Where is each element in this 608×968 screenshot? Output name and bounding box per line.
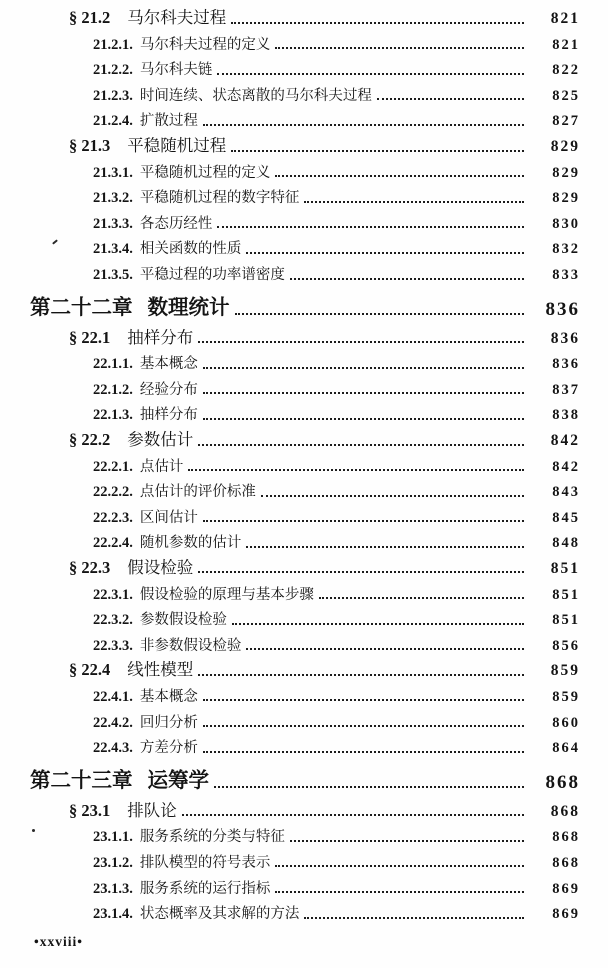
entry-title: 抽样分布 bbox=[127, 327, 194, 347]
entry-title: 平稳随机过程的数字特征 bbox=[139, 190, 300, 207]
entry-title: 回归分析 bbox=[139, 714, 198, 731]
entry-title: 排队模型的符号表示 bbox=[139, 854, 271, 871]
entry-page-number: 836 bbox=[550, 329, 580, 347]
entry-number: 21.3.2. bbox=[93, 190, 133, 207]
toc-entry bbox=[0, 401, 580, 427]
entry-number: 22.4.3. bbox=[93, 740, 133, 757]
entry-page-number: 848 bbox=[552, 535, 580, 552]
toc-entry bbox=[0, 453, 580, 479]
entry-page-number: 868 bbox=[552, 829, 580, 846]
dot-leader bbox=[275, 175, 524, 177]
dot-leader bbox=[203, 124, 524, 126]
entry-number: 21.3.3. bbox=[93, 215, 133, 232]
toc-entry bbox=[0, 900, 580, 926]
dot-leader bbox=[261, 495, 524, 497]
toc-entry bbox=[0, 210, 580, 236]
entry-number: 21.3.5. bbox=[93, 267, 133, 284]
entry-page-number: 830 bbox=[552, 215, 580, 232]
entry-page-number: 836 bbox=[545, 298, 580, 320]
entry-number: § 21.2 bbox=[69, 8, 111, 28]
dot-leader bbox=[203, 367, 524, 369]
toc-entry bbox=[0, 133, 580, 159]
toc-entry bbox=[0, 555, 580, 581]
entry-number: 21.2.2. bbox=[93, 62, 133, 79]
toc-entry bbox=[0, 82, 580, 108]
entry-page-number: 829 bbox=[552, 190, 580, 207]
dot-leader bbox=[275, 865, 524, 867]
toc-entry bbox=[0, 657, 580, 683]
entry-number: 22.3.1. bbox=[93, 586, 133, 603]
entry-title: 线性模型 bbox=[127, 660, 194, 680]
toc-entry bbox=[0, 504, 580, 530]
toc-entry bbox=[0, 734, 580, 760]
entry-title: 点估计的评价标准 bbox=[139, 484, 256, 501]
entry-number: 22.3.2. bbox=[93, 612, 133, 629]
dot-leader bbox=[203, 751, 524, 753]
entry-page-number: 859 bbox=[550, 662, 580, 680]
entry-page-number: 837 bbox=[552, 381, 580, 398]
dot-leader bbox=[304, 917, 524, 919]
entry-number: 23.1.3. bbox=[93, 880, 133, 897]
scan-artifact bbox=[32, 829, 35, 832]
entry-number: 22.4.2. bbox=[93, 714, 133, 731]
entry-page-number: 827 bbox=[552, 113, 580, 130]
entry-title: 参数假设检验 bbox=[139, 612, 227, 629]
entry-title: 运筹学 bbox=[147, 770, 209, 793]
toc-entry bbox=[0, 31, 580, 57]
entry-number: 21.2.3. bbox=[93, 87, 133, 104]
toc-entry bbox=[0, 849, 580, 875]
toc-entry bbox=[0, 376, 580, 402]
dot-leader bbox=[217, 73, 524, 75]
toc-entry bbox=[0, 287, 580, 325]
dot-leader bbox=[231, 150, 524, 152]
entry-title: 马尔科夫链 bbox=[139, 62, 213, 79]
toc-entry bbox=[0, 261, 580, 287]
toc-entry bbox=[0, 823, 580, 849]
entry-page-number: 836 bbox=[552, 356, 580, 373]
entry-title: 马尔科夫过程 bbox=[127, 8, 227, 28]
entry-page-number: 821 bbox=[550, 10, 580, 28]
entry-page-number: 821 bbox=[552, 36, 580, 53]
dot-leader bbox=[203, 392, 524, 394]
entry-title: 状态概率及其求解的方法 bbox=[139, 906, 300, 923]
entry-number: § 21.3 bbox=[69, 136, 111, 156]
dot-leader bbox=[290, 278, 524, 280]
entry-number: 21.2.4. bbox=[93, 113, 133, 130]
entry-page-number: 842 bbox=[550, 432, 580, 449]
dot-leader bbox=[232, 623, 524, 625]
toc-entry bbox=[0, 798, 580, 824]
entry-page-number: 869 bbox=[552, 880, 580, 897]
toc-entry bbox=[0, 606, 580, 632]
entry-title: 假设检验的原理与基本步骤 bbox=[139, 586, 314, 603]
entry-title: 排队论 bbox=[127, 800, 177, 820]
dot-leader bbox=[290, 840, 524, 842]
dot-leader bbox=[319, 597, 524, 599]
entry-title: 马尔科夫过程的定义 bbox=[139, 36, 271, 53]
entry-title: 基本概念 bbox=[139, 356, 198, 373]
entry-title: 非参数假设检验 bbox=[139, 637, 242, 654]
entry-title: 数理统计 bbox=[147, 297, 230, 320]
toc-entry bbox=[0, 874, 580, 900]
toc-entry bbox=[0, 350, 580, 376]
entry-page-number: 860 bbox=[552, 714, 580, 731]
entry-page-number: 829 bbox=[550, 138, 580, 156]
entry-number: 22.2.2. bbox=[93, 484, 133, 501]
entry-number: 第二十三章 bbox=[30, 770, 133, 793]
dot-leader bbox=[182, 814, 524, 816]
toc-entry bbox=[0, 235, 580, 261]
entry-title: 点估计 bbox=[139, 458, 184, 475]
dot-leader bbox=[203, 725, 524, 727]
entry-page-number: 843 bbox=[552, 484, 580, 501]
dot-leader bbox=[198, 571, 524, 573]
entry-title: 各态历经性 bbox=[139, 215, 213, 232]
entry-number: 22.3.3. bbox=[93, 637, 133, 654]
entry-page-number: 832 bbox=[552, 241, 580, 258]
toc-entry bbox=[0, 184, 580, 210]
entry-title: 时间连续、状态离散的马尔科夫过程 bbox=[139, 87, 372, 104]
entry-title: 服务系统的分类与特征 bbox=[139, 829, 285, 846]
entry-number: § 23.1 bbox=[69, 800, 111, 820]
entry-number: 22.1.3. bbox=[93, 407, 133, 424]
toc-entry bbox=[0, 760, 580, 798]
dot-leader bbox=[275, 891, 524, 893]
entry-title: 经验分布 bbox=[139, 381, 198, 398]
entry-title: 区间估计 bbox=[139, 509, 198, 526]
dot-leader bbox=[198, 341, 524, 343]
dot-leader bbox=[198, 444, 524, 446]
entry-number: 22.2.1. bbox=[93, 458, 133, 475]
toc-entry bbox=[0, 708, 580, 734]
page-footer-number: •xxviii• bbox=[34, 934, 83, 949]
toc-entry bbox=[0, 683, 580, 709]
entry-title: 抽样分布 bbox=[139, 407, 198, 424]
dot-leader bbox=[214, 786, 524, 788]
entry-number: § 22.2 bbox=[69, 430, 111, 449]
entry-page-number: 864 bbox=[552, 740, 580, 757]
dot-leader bbox=[246, 252, 524, 254]
toc-entry bbox=[0, 580, 580, 606]
entry-title: 方差分析 bbox=[139, 740, 198, 757]
entry-page-number: 859 bbox=[552, 688, 580, 705]
entry-page-number: 838 bbox=[552, 407, 580, 424]
entry-title: 平稳随机过程 bbox=[127, 136, 227, 156]
dot-leader bbox=[377, 98, 524, 100]
toc-entry bbox=[0, 56, 580, 82]
toc-entry bbox=[0, 427, 580, 453]
dot-leader bbox=[203, 699, 524, 701]
toc-entry bbox=[0, 632, 580, 658]
entry-number: 22.1.2. bbox=[93, 381, 133, 398]
dot-leader bbox=[231, 22, 524, 24]
entry-number: 23.1.2. bbox=[93, 854, 133, 871]
entry-number: 第二十二章 bbox=[30, 297, 133, 320]
toc-entry bbox=[0, 325, 580, 351]
entry-number: 22.2.4. bbox=[93, 535, 133, 552]
entry-page-number: 833 bbox=[552, 267, 580, 284]
dot-leader bbox=[203, 520, 524, 522]
entry-page-number: 868 bbox=[545, 771, 580, 793]
entry-page-number: 868 bbox=[550, 802, 580, 820]
entry-page-number: 825 bbox=[552, 87, 580, 104]
entry-title: 服务系统的运行指标 bbox=[139, 880, 271, 897]
entry-number: 22.4.1. bbox=[93, 688, 133, 705]
entry-title: 平稳随机过程的定义 bbox=[139, 164, 271, 181]
entry-number: 23.1.1. bbox=[93, 829, 133, 846]
dot-leader bbox=[203, 418, 524, 420]
entry-title: 扩散过程 bbox=[139, 113, 198, 130]
entry-number: § 22.1 bbox=[69, 327, 111, 347]
dot-leader bbox=[188, 469, 524, 471]
toc-entry bbox=[0, 5, 580, 31]
entry-number: 22.1.1. bbox=[93, 356, 133, 373]
entry-number: § 22.3 bbox=[69, 557, 111, 577]
entry-title: 相关函数的性质 bbox=[139, 241, 242, 258]
dot-leader bbox=[235, 313, 525, 315]
entry-number: 21.3.4. bbox=[93, 241, 133, 258]
entry-page-number: 868 bbox=[552, 854, 580, 871]
entry-title: 平稳过程的功率谱密度 bbox=[139, 267, 285, 284]
toc-entry bbox=[0, 159, 580, 185]
entry-title: 基本概念 bbox=[139, 688, 198, 705]
entry-page-number: 851 bbox=[552, 586, 580, 603]
entry-number: 21.2.1. bbox=[93, 36, 133, 53]
dot-leader bbox=[198, 674, 524, 676]
dot-leader bbox=[246, 648, 524, 650]
toc-entry bbox=[0, 478, 580, 504]
entry-title: 假设检验 bbox=[127, 557, 194, 577]
entry-number: 21.3.1. bbox=[93, 164, 133, 181]
dot-leader bbox=[304, 201, 524, 203]
entry-number: § 22.4 bbox=[69, 660, 111, 680]
entry-title: 参数估计 bbox=[127, 430, 194, 449]
entry-page-number: 842 bbox=[552, 458, 580, 475]
entry-number: 22.2.3. bbox=[93, 509, 133, 526]
entry-page-number: 829 bbox=[552, 164, 580, 181]
toc-entry bbox=[0, 529, 580, 555]
entry-page-number: 822 bbox=[552, 62, 580, 79]
toc-entry bbox=[0, 107, 580, 133]
entry-title: 随机参数的估计 bbox=[139, 535, 242, 552]
entry-page-number: 869 bbox=[552, 906, 580, 923]
entry-page-number: 851 bbox=[552, 612, 580, 629]
entry-page-number: 851 bbox=[550, 559, 580, 577]
dot-leader bbox=[217, 226, 524, 228]
dot-leader bbox=[246, 546, 524, 548]
entry-page-number: 856 bbox=[552, 637, 580, 654]
entry-number: 23.1.4. bbox=[93, 906, 133, 923]
dot-leader bbox=[275, 47, 524, 49]
entry-page-number: 845 bbox=[552, 509, 580, 526]
